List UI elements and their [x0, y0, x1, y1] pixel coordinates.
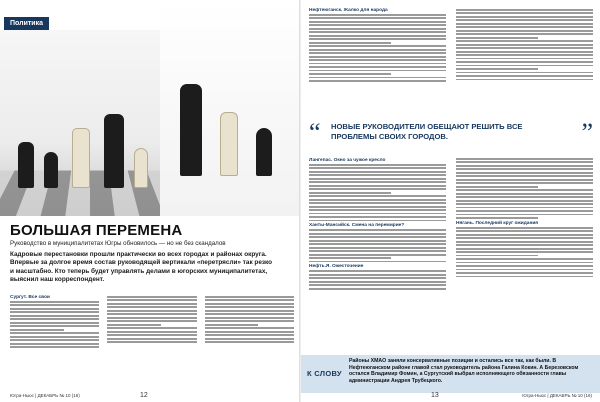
text-line [309, 257, 391, 259]
text-line [456, 44, 593, 46]
column-heading: Ханты-Мансийск. Смена на перемирие? [309, 223, 405, 229]
quote-open-icon: “ [309, 118, 321, 147]
text-line [309, 63, 446, 65]
text-line [10, 304, 99, 306]
text-line [107, 331, 196, 333]
text-line [10, 346, 99, 348]
column-heading: Лангепас. Окно за чужое кресло [309, 158, 386, 163]
column-heading: Нефтеюганск. Жалко для народа [309, 8, 388, 13]
text-line [456, 210, 593, 212]
text-line [456, 207, 593, 209]
text-line [309, 250, 446, 252]
text-line [309, 171, 446, 173]
text-line [309, 77, 446, 79]
text-line [456, 196, 593, 198]
text-line [456, 230, 593, 232]
column-heading: Нефть.Я. Ожесточение [309, 264, 364, 270]
page-footer: Югра-Ньюс | ДЕКАБРЬ № 10 (16) [522, 393, 592, 398]
text-line [456, 16, 593, 18]
text-line [456, 175, 593, 177]
text-line [456, 189, 593, 191]
text-line [205, 310, 294, 312]
sidebar-box [301, 355, 600, 393]
text-line [456, 72, 593, 74]
quote-close-icon: ” [581, 118, 593, 147]
text-line [456, 265, 593, 267]
text-line [456, 19, 593, 21]
body-text [456, 158, 593, 219]
body-text [107, 296, 196, 343]
body-column [309, 8, 446, 84]
text-line [107, 327, 196, 329]
text-line [10, 329, 64, 331]
text-line [107, 334, 196, 336]
text-line [309, 192, 391, 194]
text-line [456, 227, 593, 229]
page-number: 12 [140, 392, 148, 399]
text-line [309, 45, 446, 47]
text-line [309, 247, 446, 249]
text-line [309, 270, 446, 272]
text-line [456, 161, 593, 163]
text-line [10, 325, 99, 327]
text-line [309, 174, 446, 176]
text-line [456, 214, 593, 216]
text-line [10, 308, 99, 310]
text-line [10, 318, 99, 320]
body-text [309, 270, 446, 289]
text-line [309, 66, 446, 68]
pull-quote [309, 116, 593, 154]
text-line [107, 306, 196, 308]
text-line [456, 79, 593, 81]
text-line [456, 200, 593, 202]
right-page [301, 0, 600, 402]
text-line [309, 188, 446, 190]
lead-line: и масштабно. Кто теперь будет управлять делами в югорских муниципалитетах, [10, 267, 268, 275]
article-headline: БОЛЬШАЯ ПЕРЕМЕНА [10, 222, 183, 239]
left-page [0, 0, 299, 402]
text-line [309, 178, 446, 180]
text-line [309, 56, 446, 58]
article-subhead: Руководство в муниципалитетах Югры обновилось — но не без скандалов [10, 240, 226, 247]
chess-piece-image [104, 114, 124, 188]
body-column [205, 295, 294, 387]
text-line [456, 75, 593, 77]
text-line [456, 172, 593, 174]
text-line [10, 332, 99, 334]
text-line [107, 303, 196, 305]
column-heading: Нягань. Последний круг ожидания [456, 220, 539, 226]
body-text [456, 227, 593, 277]
text-line [10, 343, 99, 345]
text-line [10, 322, 99, 324]
text-line [309, 216, 446, 218]
text-line [309, 195, 446, 197]
text-line [107, 299, 196, 301]
text-line [205, 317, 294, 319]
text-line [309, 274, 446, 276]
text-line [107, 313, 196, 315]
text-line [309, 28, 446, 30]
text-line [456, 244, 593, 246]
body-text [309, 164, 446, 221]
chess-piece-image [44, 152, 58, 188]
text-line [309, 254, 446, 256]
body-text [205, 296, 294, 343]
text-line [456, 65, 593, 67]
text-line [456, 234, 593, 236]
text-line [309, 288, 446, 290]
text-line [205, 327, 294, 329]
article-lead [10, 251, 292, 284]
text-line [10, 336, 99, 338]
text-line [456, 248, 593, 250]
right-mid-columns [309, 158, 593, 291]
text-line [309, 185, 446, 187]
text-line [456, 258, 593, 260]
text-line [456, 54, 593, 56]
right-top-columns [309, 8, 593, 84]
text-line [309, 35, 446, 37]
text-line [309, 233, 446, 235]
text-line [456, 158, 593, 160]
body-text [456, 9, 593, 80]
text-line [205, 331, 294, 333]
chess-king-image [180, 84, 202, 176]
sidebar-box-text: Районы ХМАО заняли консервативные позиции и остались все так, как были. В Нефтеюганском районе главой стал руководитель района Галина Кокин. А Березовском остался Владимир Фомин, а Сургутский выбрал исполняющего обязанности главы администрации Андрея Трубецкого. [349, 358, 579, 384]
text-line [205, 299, 294, 301]
text-line [205, 334, 294, 336]
text-line [107, 317, 196, 319]
text-line [309, 70, 446, 72]
chess-piece-image [256, 128, 272, 176]
text-line [456, 179, 593, 181]
lead-line: Впервые за долгое время состав руководящей вертикали «перетрясли» так резко [10, 259, 273, 267]
text-line [309, 164, 446, 166]
text-line [456, 182, 593, 184]
text-line [456, 186, 538, 188]
text-line [107, 338, 196, 340]
body-column [10, 295, 99, 387]
text-line [456, 165, 593, 167]
page-number: 13 [431, 392, 439, 399]
text-line [456, 61, 593, 63]
text-line [309, 261, 446, 263]
text-line [205, 341, 294, 343]
text-line [456, 262, 593, 264]
text-line [309, 202, 446, 204]
chess-piece-image [72, 128, 90, 188]
chess-photo-right [160, 0, 299, 216]
text-line [456, 58, 593, 60]
lead-line: выяснил наш корреспондент. [10, 275, 105, 283]
lead-line: Кадровые перестановки прошли практически во всех городах и районах округа. [10, 251, 267, 258]
pull-quote-text: НОВЫЕ РУКОВОДИТЕЛИ ОБЕЩАЮТ РЕШИТЬ ВСЕ ПРОБЛЕМЫ СВОИХ ГОРОДОВ. [331, 122, 523, 141]
text-line [107, 296, 196, 298]
chess-piece-image [18, 142, 34, 188]
text-line [309, 49, 446, 51]
text-line [309, 213, 446, 215]
text-line [309, 229, 446, 231]
body-text [309, 14, 446, 82]
sidebar-box-label: К СЛОВУ [307, 369, 342, 378]
body-column [456, 8, 593, 84]
text-line [309, 284, 446, 286]
text-line [309, 236, 446, 238]
text-line [205, 338, 294, 340]
text-line [456, 47, 593, 49]
text-line [309, 220, 446, 222]
text-line [456, 51, 593, 53]
text-line [309, 31, 446, 33]
text-line [456, 26, 593, 28]
text-line [456, 241, 593, 243]
text-line [205, 303, 294, 305]
text-line [10, 301, 99, 303]
text-line [456, 30, 593, 32]
text-line [456, 217, 538, 219]
text-line [456, 12, 593, 14]
text-line [456, 255, 538, 257]
text-line [309, 80, 446, 82]
text-line [205, 296, 294, 298]
text-line [309, 167, 446, 169]
body-column [107, 295, 196, 387]
text-line [309, 243, 446, 245]
text-line [456, 193, 593, 195]
text-line [456, 251, 593, 253]
text-line [10, 339, 99, 341]
chess-piece-image [220, 112, 238, 176]
text-line [309, 42, 391, 44]
text-line [456, 203, 593, 205]
text-line [107, 324, 161, 326]
text-line [309, 199, 446, 201]
text-line [456, 276, 593, 278]
text-line [456, 33, 593, 35]
text-line [309, 52, 446, 54]
body-column [456, 158, 593, 291]
text-line [309, 14, 446, 16]
left-body-columns [10, 295, 294, 387]
text-line [205, 320, 294, 322]
page-footer: Югра-Ньюс | ДЕКАБРЬ № 10 (16) [10, 393, 80, 398]
text-line [456, 68, 538, 70]
body-column [309, 158, 446, 291]
chess-piece-image [134, 148, 148, 188]
text-line [456, 23, 593, 25]
text-line [309, 281, 446, 283]
column-heading: Сургут. Все свои [10, 295, 50, 300]
text-line [10, 315, 99, 317]
text-line [309, 240, 446, 242]
text-line [456, 9, 593, 11]
body-text [309, 229, 446, 262]
text-line [309, 209, 446, 211]
text-line [309, 59, 446, 61]
text-line [309, 17, 446, 19]
text-line [309, 206, 446, 208]
text-line [205, 306, 294, 308]
text-line [205, 324, 259, 326]
text-line [456, 37, 538, 39]
text-line [456, 168, 593, 170]
text-line [456, 40, 593, 42]
text-line [456, 272, 593, 274]
text-line [107, 320, 196, 322]
text-line [309, 38, 446, 40]
text-line [309, 73, 391, 75]
text-line [107, 341, 196, 343]
text-line [456, 237, 593, 239]
section-tag: Политика [4, 17, 49, 30]
text-line [309, 24, 446, 26]
body-text [10, 301, 99, 348]
text-line [10, 311, 99, 313]
text-line [309, 21, 446, 23]
text-line [205, 313, 294, 315]
text-line [309, 277, 446, 279]
text-line [309, 181, 446, 183]
chess-photo [0, 30, 160, 216]
text-line [456, 269, 593, 271]
text-line [107, 310, 196, 312]
